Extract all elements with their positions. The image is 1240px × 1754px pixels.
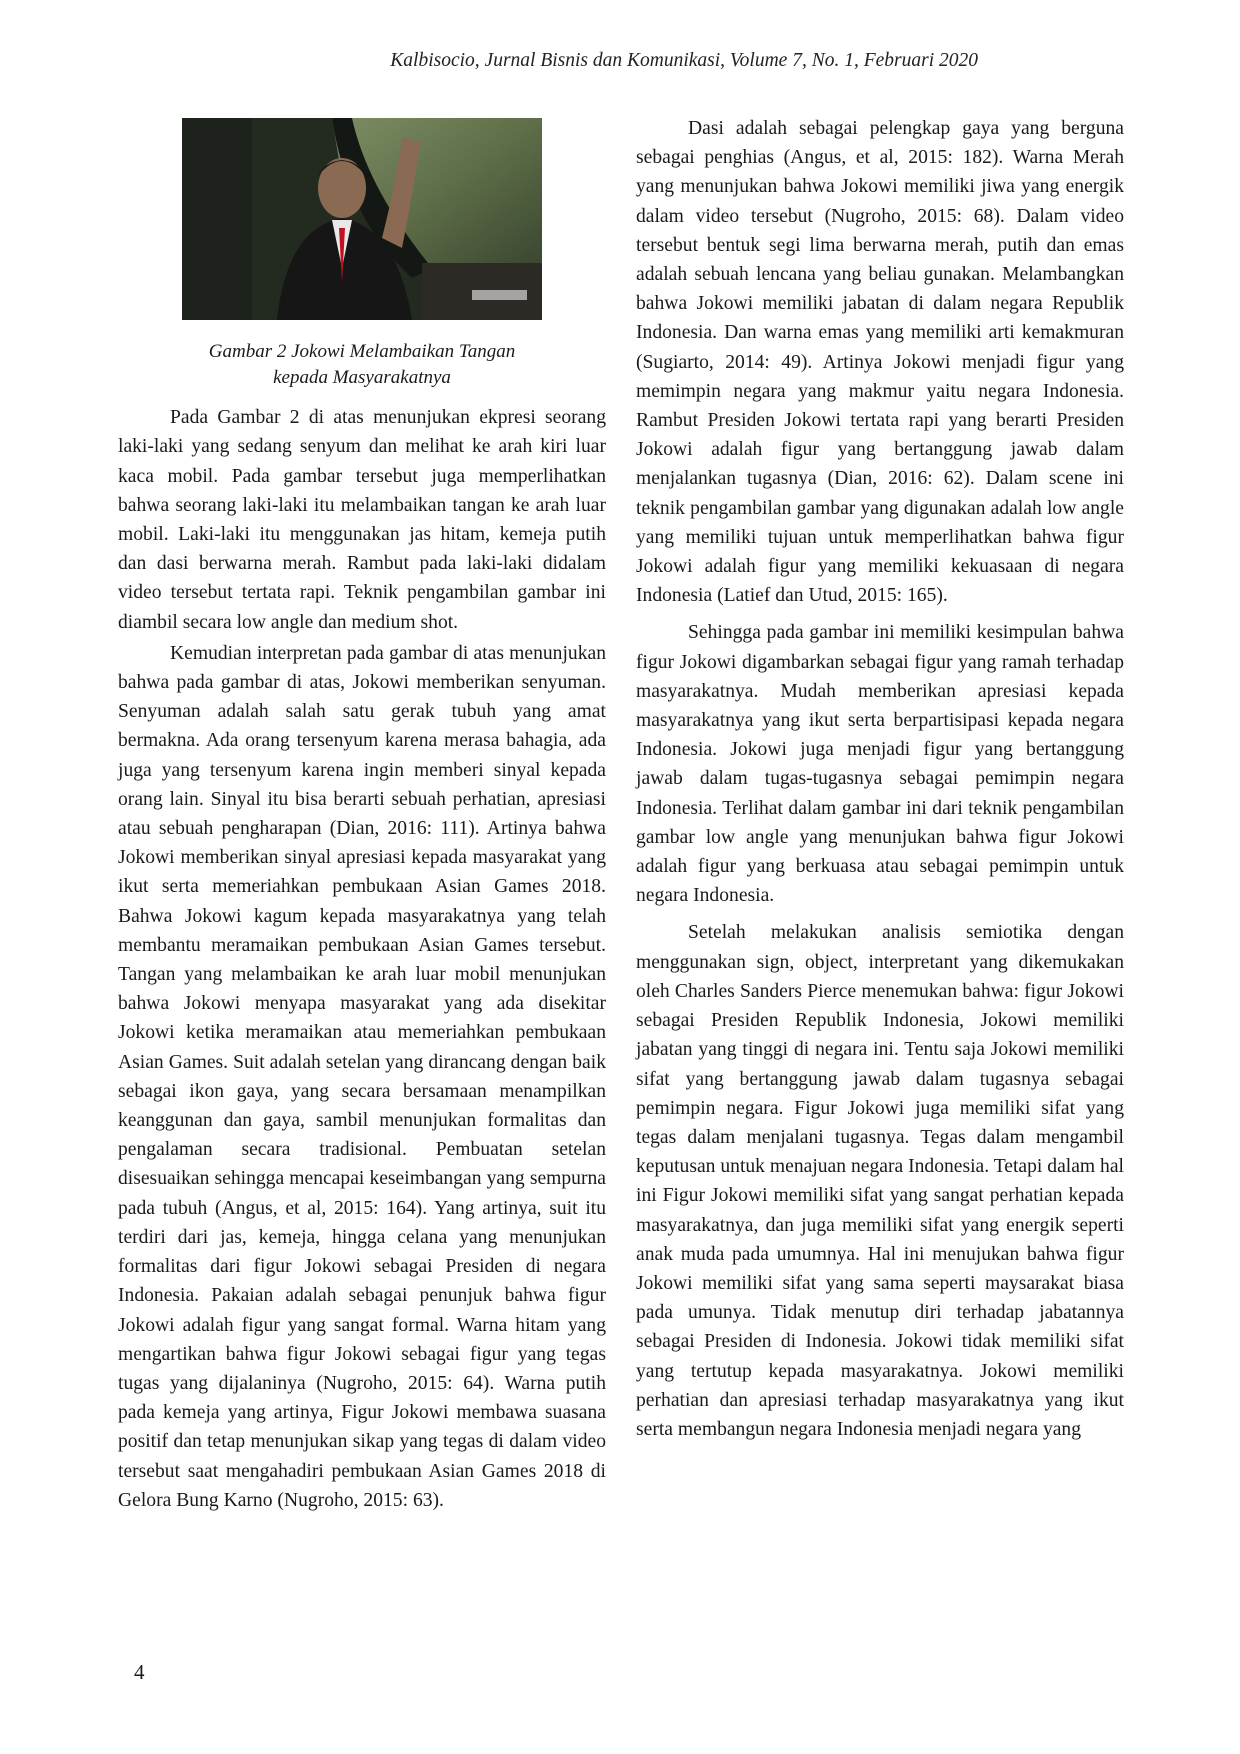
paragraph: Sehingga pada gambar ini memiliki kesimpulan bahwa figur Jokowi digambarkan sebagai figur yang ramah terhadap masyarakatnya. Mudah memberikan apresiasi kepada masyarakatnya yang ikut serta berpartisipasi kepada negara Indonesia. Jokowi juga menjadi figur yang bertanggung jawab dalam tugas-tugasnya sebagai pemimpin negara Indonesia. Terlihat dalam gambar ini dari teknik pengambilan gambar low angle yang menunjukan bahwa figur Jokowi adalah figur yang berkuasa atau sebagai pemimpin untuk negara Indonesia. xyxy=(636,622,1124,907)
figure-caption xyxy=(118,339,606,391)
running-header: Kalbisocio, Jurnal Bisnis dan Komunikasi, Volume 7, No. 1, Februari 2020 xyxy=(390,50,978,71)
page-number: 4 xyxy=(134,1660,145,1684)
left-column xyxy=(118,118,606,1515)
caption-line-2: kepada Masyarakatnya xyxy=(273,367,451,389)
right-column xyxy=(636,114,1124,1444)
figure-photo-image xyxy=(182,118,542,320)
paragraph: Kemudian interpretan pada gambar di atas menunjukan bahwa pada gambar di atas, Jokowi memberikan senyuman. Senyuman adalah salah satu gerak tubuh yang amat bermakna. Ada orang tersenyum karena merasa bahagia, ada juga yang tersenyum karena ingin memberi sinyal kepada orang lain. Sinyal itu bisa berarti sebuah perhatian, apresiasi atau sebuah pengharapan (Dian, 2016: 111). Artinya bahwa Jokowi memberikan sinyal apresiasi kepada masyarakat yang ikut serta memeriahkan pembukaan Asian Games 2018. Bahwa Jokowi kagum kepada masyarakatnya yang telah membantu meramaikan pembukaan Asian Games tersebut. Tangan yang melambaikan ke arah luar mobil menunjukan bahwa Jokowi menyapa masyarakat yang ada disekitar Jokowi ketika meramaikan atau memeriahkan pembukaan Asian Games. Suit adalah setelan yang dirancang dengan baik sebagai ikon gaya, yang secara bersamaan menampilkan keanggunan dan gaya, sambil menunjukan formalitas dan pengalaman secara tradisional. Pembuatan setelan disesuaikan sehingga mencapai keseimbangan yang sempurna pada tubuh (Angus, et al, 2015: 164). Yang artinya, suit itu terdiri dari jas, kemeja, hingga celana yang menunjukan formalitas dari figur Jokowi sebagai Presiden di negara Indonesia. Pakaian adalah sebagai penunjuk bahwa figur Jokowi adalah figur yang sangat formal. Warna hitam yang mengartikan bahwa figur Jokowi sebagai figur yang tegas tugas yang dijalaninya (Nugroho, 2015: 64). Warna putih pada kemeja yang artinya, Figur Jokowi membawa suasana positif dan tetap menunjukan sikap yang tegas di dalam video tersebut saat mengahadiri pembukaan Asian Games 2018 di Gelora Bung Karno (Nugroho, 2015: 63). xyxy=(118,642,606,1511)
caption-line-1: Gambar 2 Jokowi Melambaikan Tangan xyxy=(208,341,516,363)
figure-photo xyxy=(182,118,542,320)
paragraph: Dasi adalah sebagai pelengkap gaya yang berguna sebagai penghias (Angus, et al, 2015: 182). Warna Merah yang menunjukan bahwa Jokowi memiliki jiwa yang energik dalam video tersebut (Nugroho, 2015: 68). Dalam video tersebut bentuk segi lima berwarna merah, putih dan emas adalah sebuah lencana yang beliau gunakan. Melambangkan bahwa Jokowi memiliki jabatan di dalam negara Republik Indonesia. Dan warna emas yang memiliki arti kemakmuran (Sugiarto, 2014: 49). Artinya Jokowi menjadi figur yang memimpin negara yang makmur yaitu negara Indonesia. Rambut Presiden Jokowi tertata rapi yang berarti Presiden Jokowi adalah figur yang bertanggung jawab dalam menjalankan tugasnya (Dian, 2016: 62). Dalam scene ini teknik pengambilan gambar yang digunakan adalah low angle yang memiliki tujuan untuk memperlihatkan bahwa figur Jokowi adalah figur yang memiliki kekuasaan di negara Indonesia (Latief dan Utud, 2015: 165). xyxy=(636,118,1124,607)
paragraph: Pada Gambar 2 di atas menunjukan ekpresi seorang laki-laki yang sedang senyum dan melihat ke arah kiri luar kaca mobil. Pada gambar tersebut juga memperlihatkan bahwa seorang laki-laki itu melambaikan tangan ke arah luar mobil. Laki-laki itu menggunakan jas hitam, kemeja putih dan dasi berwarna merah. Rambut pada laki-laki didalam video tersebut tertata rapi. Teknik pengambilan gambar ini diambil secara low angle dan medium shot. xyxy=(118,407,606,633)
paragraph: Setelah melakukan analisis semiotika dengan menggunakan sign, object, interpretant yang dikemukakan oleh Charles Sanders Pierce menemukan bahwa: figur Jokowi sebagai Presiden Republik Indonesia, Jokowi memiliki jabatan yang tinggi di negara ini. Tentu saja Jokowi memiliki sifat yang bertanggung jawab dalam tugasnya sebagai pemimpin negara. Figur Jokowi juga memiliki sifat yang tegas dalam menjalani tugasnya. Tegas dalam mengambil keputusan untuk menajuan negara Indonesia. Tetapi dalam hal ini Figur Jokowi memiliki sifat yang sangat perhatian kepada masyarakatnya, dan juga memiliki sifat yang energik seperti anak muda pada umumnya. Hal ini menujukan bahwa figur Jokowi memiliki sifat yang sama seperti maysarakat biasa pada umunya. Tidak menutup diri terhadap jabatannya sebagai Presiden di Indonesia. Jokowi tidak memiliki sifat yang tertutup kepada masyarakatnya. Jokowi memiliki perhatian dan apresiasi terhadap masyarakatnya yang ikut serta membangun negara Indonesia menjadi negara yang xyxy=(636,922,1124,1440)
figure xyxy=(118,118,606,391)
